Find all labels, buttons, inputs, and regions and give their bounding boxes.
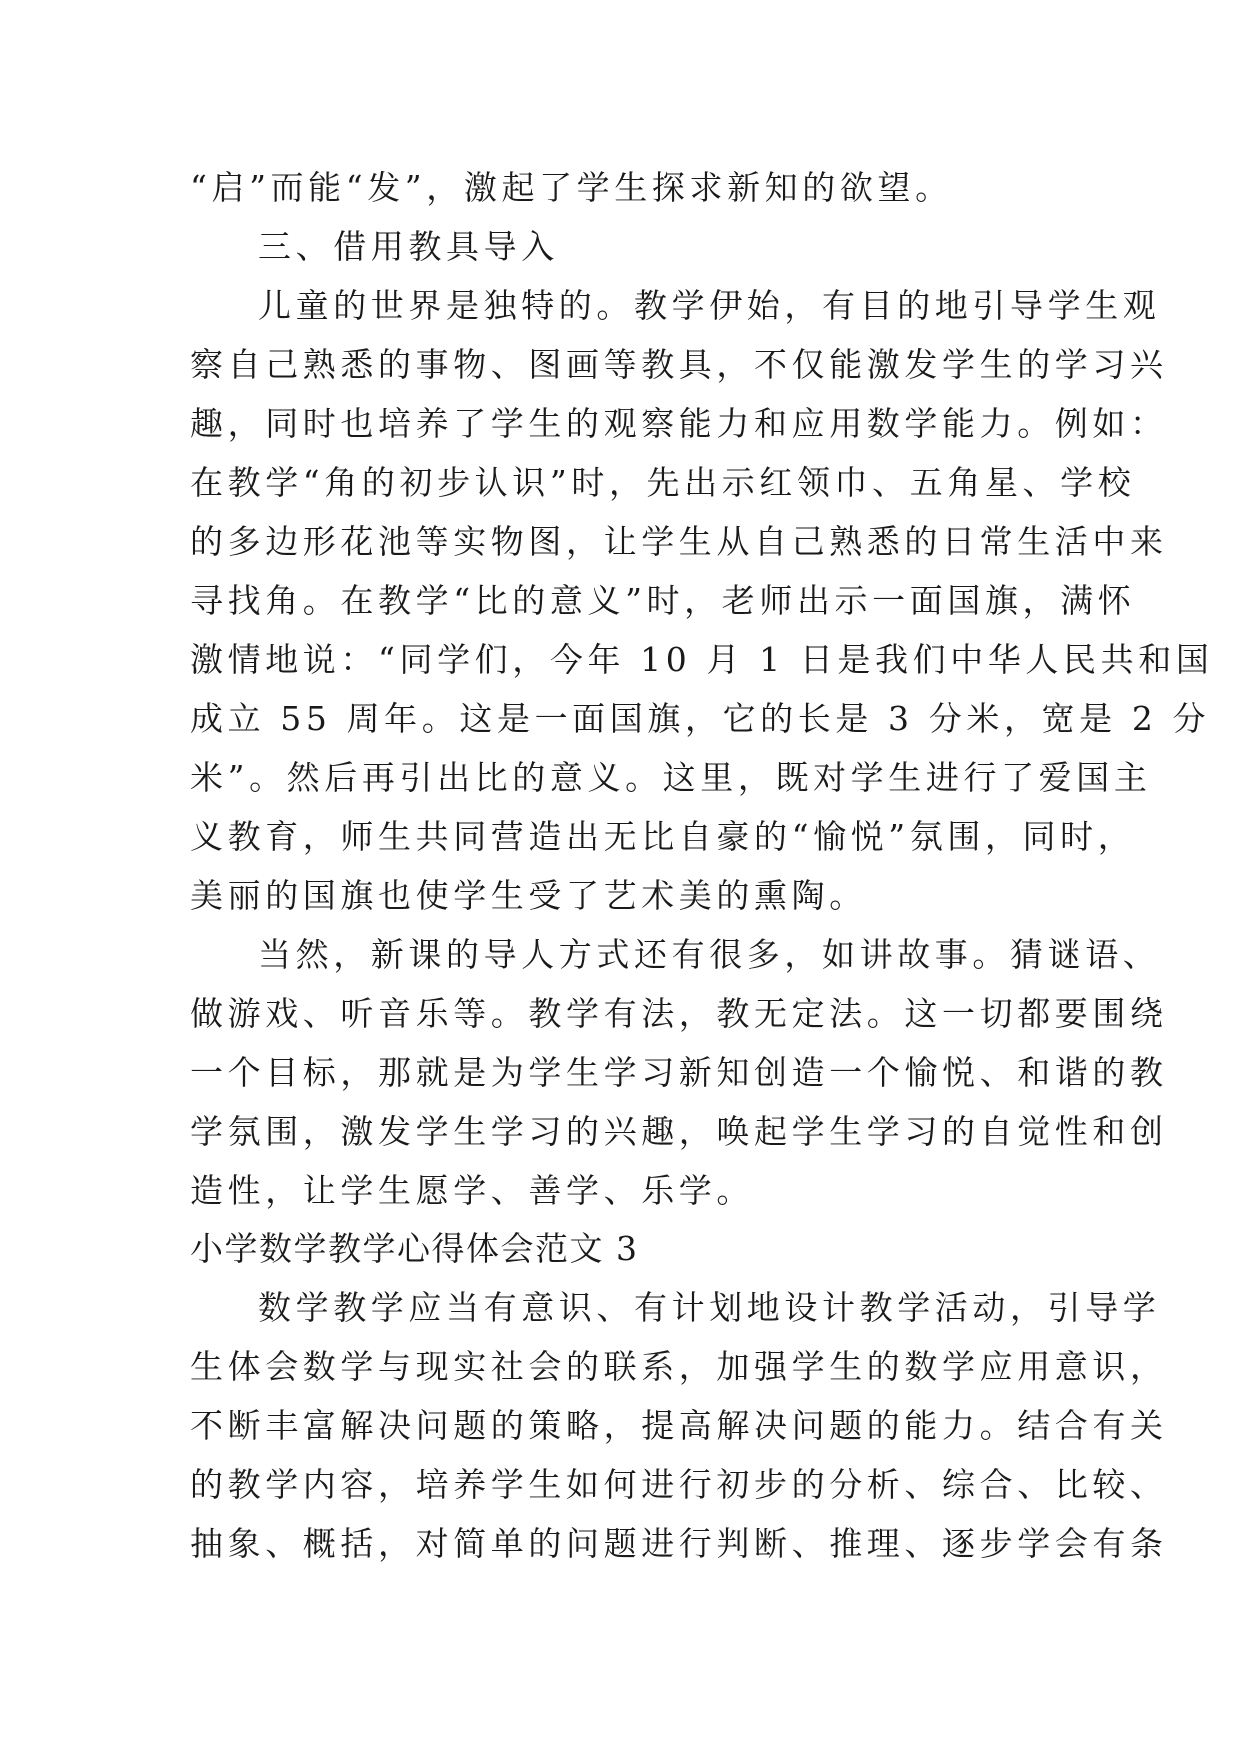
text-line: 生体会数学与现实社会的联系，加强学生的数学应用意识，: [190, 1347, 1168, 1386]
text-line: 做游戏、听音乐等。教学有法，教无定法。这一切都要围绕: [190, 994, 1168, 1033]
text-line: 儿童的世界是独特的。教学伊始，有目的地引导学生观: [258, 286, 1161, 325]
text-line: 一个目标，那就是为学生学习新知创造一个愉悦、和谐的教: [190, 1053, 1168, 1092]
text-line: 美丽的国旗也使学生受了艺术美的熏陶。: [190, 876, 867, 915]
text-line: 米”。然后再引出比的意义。这里，既对学生进行了爱国主: [190, 758, 1152, 797]
text-line: 察自己熟悉的事物、图画等教具，不仅能激发学生的学习兴: [190, 345, 1168, 384]
text-line: 义教育，师生共同营造出无比自豪的“愉悦”氛围，同时，: [190, 817, 1136, 856]
text-line: 的教学内容，培养学生如何进行初步的分析、综合、比较、: [190, 1465, 1168, 1504]
text-line: 当然，新课的导人方式还有很多，如讲故事。猜谜语、: [258, 935, 1161, 974]
text-line: “启”而能“发”，激起了学生探求新知的欲望。: [190, 168, 953, 207]
section-heading: 三、借用教具导入: [258, 227, 559, 266]
text-line: 在教学“角的初步认识”时，先出示红领巾、五角星、学校: [190, 463, 1136, 502]
text-line: 的多边形花池等实物图，让学生从自己熟悉的日常生活中来: [190, 522, 1168, 561]
text-line: 抽象、概括，对简单的问题进行判断、推理、逐步学会有条: [190, 1524, 1168, 1563]
text-line: 趣，同时也培养了学生的观察能力和应用数学能力。例如：: [190, 404, 1168, 443]
text-line: 寻找角。在教学“比的意义”时，老师出示一面国旗，满怀: [190, 581, 1136, 620]
article-title: 小学数学教学心得体会范文 3: [190, 1229, 639, 1268]
text-line: 激情地说：“同学们，今年 10 月 1 日是我们中华人民共和国: [190, 640, 1214, 679]
text-line: 成立 55 周年。这是一面国旗，它的长是 3 分米，宽是 2 分: [190, 699, 1211, 738]
text-line: 造性，让学生愿学、善学、乐学。: [190, 1171, 754, 1210]
text-line: 数学教学应当有意识、有计划地设计教学活动，引导学: [258, 1288, 1161, 1327]
text-line: 不断丰富解决问题的策略，提高解决问题的能力。结合有关: [190, 1406, 1168, 1445]
text-line: 学氛围，激发学生学习的兴趣，唤起学生学习的自觉性和创: [190, 1112, 1168, 1151]
